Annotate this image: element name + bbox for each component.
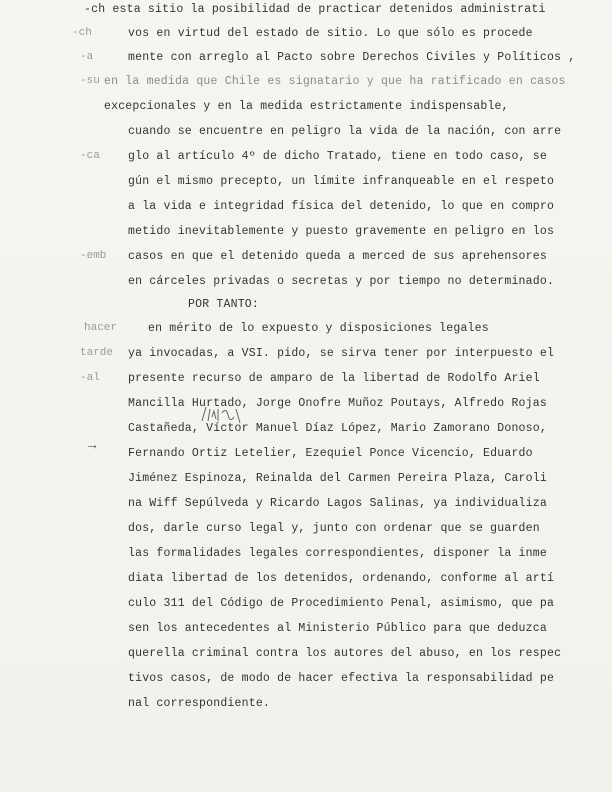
por-tanto-heading: POR TANTO: — [188, 298, 260, 311]
text-line-19: Fernando Ortiz Letelier, Ezequiel Ponce Vicencio, Eduardo — [128, 447, 533, 460]
text-line-28: tivos casos, de modo de hacer efectiva la responsabilidad pe — [128, 672, 555, 685]
text-line-22: dos, darle curso legal y, junto con ordenar que se guarden — [128, 522, 540, 535]
margin-note-5: -emb — [80, 250, 107, 262]
text-line-8: gún el mismo precepto, un límite infranqueable en el respeto — [128, 175, 555, 188]
text-line-15: ya invocadas, a VSI. pido, se sirva tener por interpuesto el — [128, 347, 555, 360]
text-line-16: presente recurso de amparo de la libertad de Rodolfo Ariel — [128, 372, 540, 385]
text-line-14: en mérito de lo expuesto y disposiciones legales — [148, 322, 489, 335]
text-line-21: na Wiff Sepúlveda y Ricardo Lagos Salinas, ya individualiza — [128, 497, 547, 510]
text-line-2: vos en virtud del estado de sitio. Lo que sólo es procede — [128, 27, 533, 40]
text-line-3: mente con arreglo al Pacto sobre Derechos Civiles y Políticos , — [128, 51, 576, 64]
text-line-4: en la medida que Chile es signatario y que ha ratificado en casos — [104, 75, 566, 88]
text-line-6: cuando se encuentre en peligro la vida de la nación, con arre — [128, 125, 562, 138]
handwritten-mark-icon — [200, 403, 248, 427]
margin-note-4: -ca — [80, 150, 100, 162]
text-line-26: sen los antecedentes al Ministerio Público para que deduzca — [128, 622, 547, 635]
text-line-27: querella criminal contra los autores del abuso, en los respec — [128, 647, 562, 660]
text-line-9: a la vida e integridad física del detenido, lo que en compro — [128, 200, 555, 213]
text-line-5: excepcionales y en la medida estrictamente indispensable, — [104, 100, 509, 113]
margin-note-1: -ch — [72, 27, 92, 39]
margin-note-8: tarde — [80, 347, 114, 359]
margin-note-7: -al — [80, 372, 100, 384]
margin-note-3: -su — [80, 75, 100, 87]
text-line-20: Jiménez Espinoza, Reinalda del Carmen Pereira Plaza, Caroli — [128, 472, 547, 485]
text-line-1: -ch esta sitio la posibilidad de practicar detenidos administrati — [84, 3, 546, 16]
arrow-marker-icon: → — [88, 438, 97, 454]
text-line-12: en cárceles privadas o secretas y por tiempo no determinado. — [128, 275, 555, 288]
text-line-29: nal correspondiente. — [128, 697, 271, 710]
text-line-18: Castañeda, Víctor Manuel Díaz López, Mario Zamorano Donoso, — [128, 422, 547, 435]
text-line-11: casos en que el detenido queda a merced de sus aprehensores — [128, 250, 547, 263]
text-line-10: metido inevitablemente y puesto gravemente en peligro en los — [128, 225, 555, 238]
margin-note-2: -a — [80, 51, 94, 63]
text-line-24: diata libertad de los detenidos, ordenando, conforme al artí — [128, 572, 555, 585]
margin-note-6: hacer — [84, 322, 118, 334]
text-line-23: las formalidades legales correspondientes, disponer la inme — [128, 547, 547, 560]
text-line-25: culo 311 del Código de Procedimiento Penal, asimismo, que pa — [128, 597, 555, 610]
text-line-7: glo al artículo 4º de dicho Tratado, tiene en todo caso, se — [128, 150, 547, 163]
text-line-17: Mancilla Hurtado, Jorge Onofre Muñoz Poutays, Alfredo Rojas — [128, 397, 547, 410]
